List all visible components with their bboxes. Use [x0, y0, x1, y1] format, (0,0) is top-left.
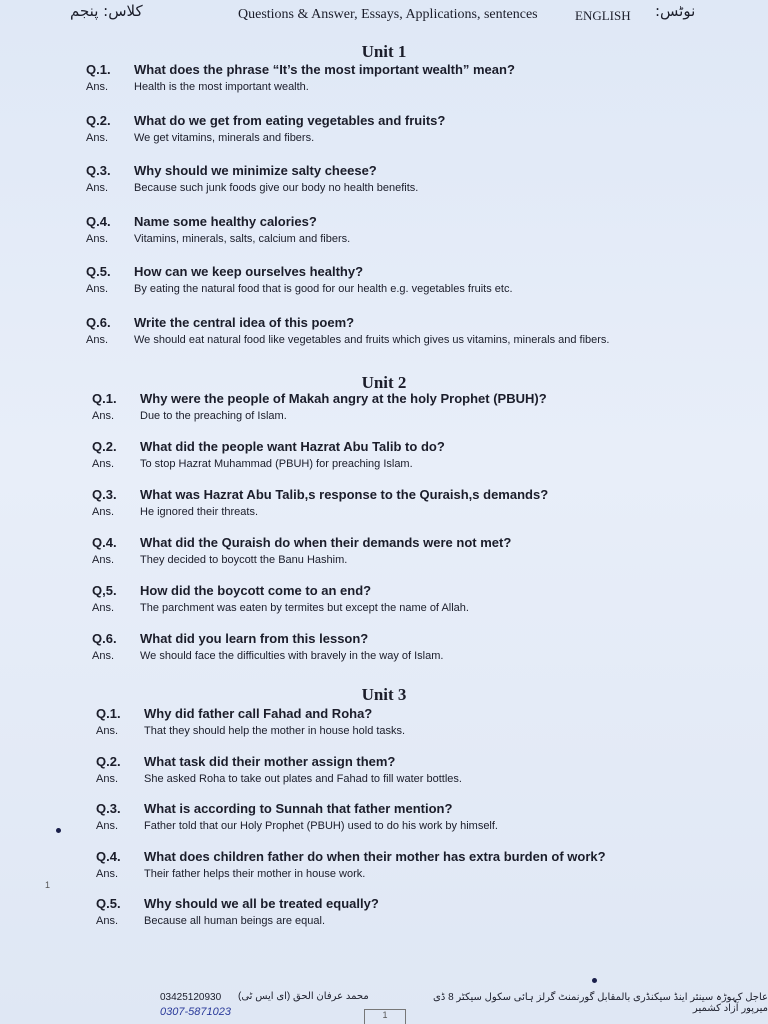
answer-label: Ans.	[86, 182, 109, 194]
answer-text: The parchment was eaten by termites but except the name of Allah.	[140, 602, 469, 614]
answer-label: Ans.	[96, 915, 119, 927]
answer-label: Ans.	[86, 333, 109, 346]
answer-text: Vitamins, minerals, salts, calcium and fibers.	[134, 232, 351, 245]
question-text: What task did their mother assign them?	[144, 753, 396, 769]
question-number: Q.2.	[92, 439, 117, 454]
handwritten-phone: 0307-5871023	[160, 1006, 231, 1018]
answer-text: Health is the most important wealth.	[134, 81, 309, 93]
question-number: Q.1.	[92, 391, 117, 406]
answer-text: Because all human beings are equal.	[144, 915, 326, 927]
ink-dot	[56, 828, 61, 833]
question-number: Q.2.	[96, 753, 121, 769]
question-text: Why should we all be treated equally?	[144, 896, 379, 911]
footer-phone: 03425120930	[160, 992, 222, 1003]
answer-label: Ans.	[86, 232, 109, 245]
question-number: Q.5.	[86, 264, 111, 279]
answer-label: Ans.	[96, 820, 119, 832]
subject-label: ENGLISH	[575, 8, 631, 23]
ink-dot	[592, 978, 597, 983]
answer-label: Ans.	[92, 410, 115, 422]
page-number: 1	[364, 1009, 406, 1024]
answer-text: Due to the preaching of Islam.	[140, 410, 287, 422]
question-text: How did the boycott come to an end?	[140, 583, 372, 598]
question-text: What did the people want Hazrat Abu Talib to do?	[140, 439, 445, 454]
unit-heading: Unit 1	[361, 42, 407, 61]
answer-label: Ans.	[86, 131, 109, 144]
footer-name-urdu: محمد عرفان الحق (ای ایس ٹی)	[238, 991, 369, 1002]
question-number: Q.4.	[86, 213, 111, 229]
answer-text: Because such junk foods give our body no health benefits.	[134, 182, 419, 194]
unit-heading: Unit 2	[361, 373, 407, 392]
answer-text: Their father helps their mother in house work.	[144, 867, 366, 880]
question-text: What is according to Sunnah that father mention?	[144, 801, 453, 816]
page-title: Questions & Answer, Essays, Applications, sentences	[238, 7, 538, 22]
notes-label-urdu: نوٹس:	[655, 2, 696, 20]
answer-text: We should eat natural food like vegetables and fruits which gives us vitamins, minerals and fibers.	[134, 333, 610, 346]
answer-text: By eating the natural food that is good for our health e.g. vegetables fruits etc.	[134, 283, 513, 295]
question-text: What does the phrase “It’s the most important wealth” mean?	[134, 62, 515, 77]
margin-mark: 1	[45, 880, 51, 890]
footer-school-urdu: عاجل کہوڑہ سینئر اینڈ سیکنڈری بالمقابل گورنمنٹ گرلز ہائی سکول سیکٹر 8 ڈی میرپور آزاد کشمیر	[433, 992, 768, 1014]
question-number: Q,5.	[92, 583, 117, 598]
answer-label: Ans.	[92, 554, 115, 566]
unit-heading: Unit 3	[361, 685, 407, 704]
question-number: Q.5.	[96, 896, 121, 911]
class-label-urdu: کلاس: پنجم	[70, 2, 143, 20]
question-text: What do we get from eating vegetables and fruits?	[134, 112, 446, 128]
answer-label: Ans.	[96, 725, 119, 737]
answer-text: Father told that our Holy Prophet (PBUH) used to do his work by himself.	[144, 820, 498, 832]
question-text: Why should we minimize salty cheese?	[134, 163, 377, 178]
question-text: How can we keep ourselves healthy?	[134, 264, 364, 279]
answer-text: We should face the difficulties with bravely in the way of Islam.	[140, 650, 444, 662]
answer-text: He ignored their threats.	[140, 506, 259, 518]
answer-label: Ans.	[86, 283, 109, 295]
question-text: Name some healthy calories?	[134, 213, 317, 229]
answer-label: Ans.	[92, 458, 115, 470]
question-number: Q.1.	[96, 706, 121, 721]
question-number: Q.6.	[92, 631, 117, 646]
question-number: Q.3.	[96, 801, 121, 816]
question-text: What did the Quraish do when their demands were not met?	[140, 535, 512, 550]
question-text: Write the central idea of this poem?	[134, 314, 355, 330]
question-number: Q.3.	[92, 487, 117, 502]
page-footer	[0, 985, 768, 1024]
question-number: Q.4.	[96, 848, 121, 864]
answer-label: Ans.	[92, 506, 115, 518]
answer-text: We get vitamins, minerals and fibers.	[134, 131, 315, 144]
question-text: What did you learn from this lesson?	[140, 631, 369, 646]
answer-label: Ans.	[92, 602, 115, 614]
question-number: Q.4.	[92, 535, 117, 550]
answer-label: Ans.	[96, 772, 119, 785]
answer-text: They decided to boycott the Banu Hashim.	[140, 554, 348, 566]
question-text: Why did father call Fahad and Roha?	[144, 706, 373, 721]
question-text: Why were the people of Makah angry at the holy Prophet (PBUH)?	[140, 391, 547, 406]
answer-text: To stop Hazrat Muhammad (PBUH) for preaching Islam.	[140, 458, 413, 470]
question-text: What was Hazrat Abu Talib,s response to the Quraish,s demands?	[140, 487, 549, 502]
page-header	[0, 0, 768, 30]
answer-text: She asked Roha to take out plates and Fahad to fill water bottles.	[144, 772, 462, 785]
question-number: Q.2.	[86, 112, 111, 128]
question-number: Q.3.	[86, 163, 111, 178]
answer-label: Ans.	[86, 81, 109, 93]
question-number: Q.1.	[86, 62, 111, 77]
question-number: Q.6.	[86, 314, 111, 330]
answer-text: That they should help the mother in house hold tasks.	[144, 725, 406, 737]
answer-label: Ans.	[92, 650, 115, 662]
question-text: What does children father do when their mother has extra burden of work?	[144, 848, 606, 864]
answer-label: Ans.	[96, 867, 119, 880]
